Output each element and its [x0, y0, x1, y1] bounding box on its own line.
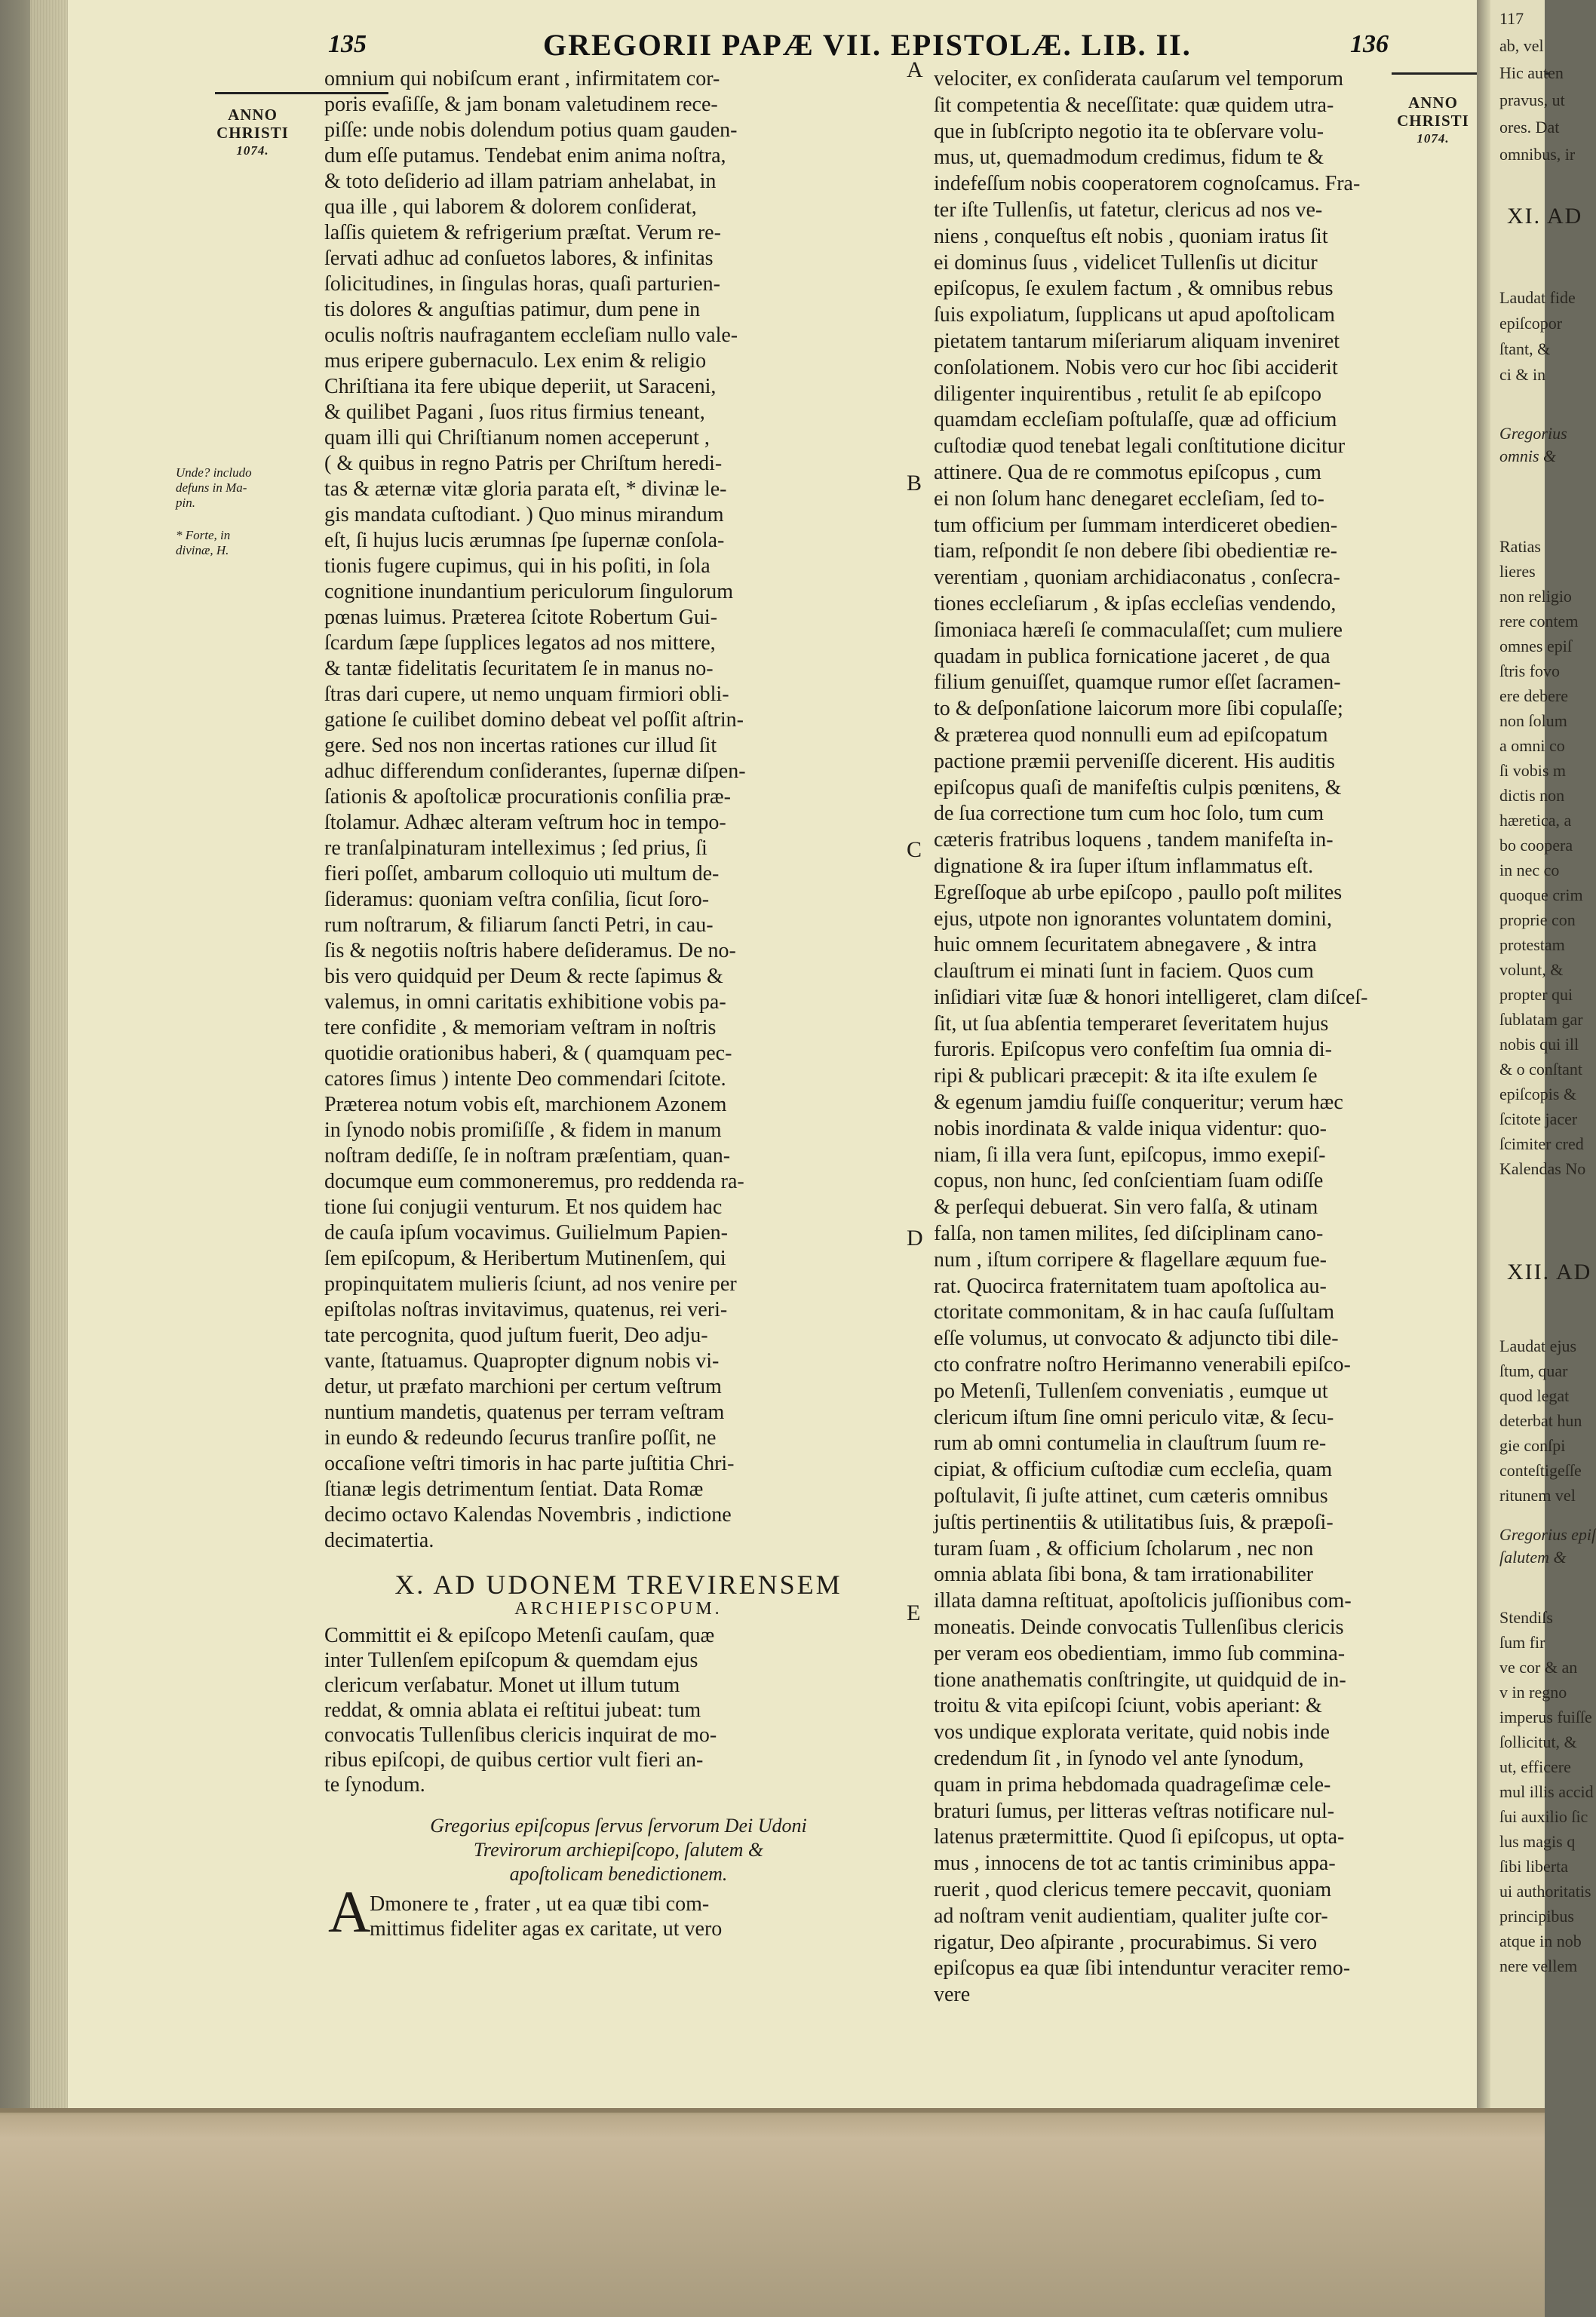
text-line: omnium qui nobiſcum erant , infirmitatem cor-: [324, 67, 720, 91]
salutation-line: Gregorius epiſcopus ſervus ſervorum Dei Udoni: [430, 1815, 807, 1837]
text-line: num , iſtum corripere & flagellare æquum fue-: [934, 1247, 1327, 1272]
text-line: tate percognita, quod juſtum fuerit, Deo adju-: [324, 1324, 708, 1347]
next-page-line: ſtum, quar: [1499, 1361, 1568, 1380]
text-line: ſtianæ legis detrimentum ſentiat. Data Romæ: [324, 1478, 704, 1501]
text-line: catores ſimus ) intente Deo commendari ſcitote.: [324, 1067, 726, 1091]
text-line: & quilibet Pagani , ſuos ritus firmius teneant,: [324, 400, 705, 424]
text-line: ſationis & apoſtolicæ procurationis conſilia præ-: [324, 785, 731, 809]
text-line: & præterea quod nonnulli eum ad epiſcopatum: [934, 723, 1328, 747]
letter-salutation: [324, 1814, 913, 1886]
next-page-line: ſum fir: [1499, 1633, 1545, 1652]
next-page-line: ui authoritatis: [1499, 1882, 1591, 1901]
text-line: mus , innocens de tot ac tantis criminibus appa-: [934, 1852, 1336, 1876]
text-line: cuſtodiæ quod tenebat legali conſtitutione dicitur: [934, 434, 1346, 459]
text-line: ſis & negotiis noſtris habere deſideramus. De no-: [324, 939, 736, 962]
text-line: tere confidite , & memoriam veſtram in noſtris: [324, 1016, 717, 1039]
text-line: piſſe: unde nobis dolendum potius quam gauden-: [324, 118, 738, 142]
summary-line: Committit ei & epiſcopo Metenſi cauſam, quæ: [324, 1624, 715, 1647]
text-line: Egreſſoque ab urbe epiſcopo , paullo poſt milites: [934, 880, 1343, 904]
text-line: Præterea notum vobis eſt, marchionem Azonem: [324, 1093, 727, 1116]
next-page-line: non religio: [1499, 587, 1572, 606]
text-line: ruerit , quod clericus temere peccavit, quoniam: [934, 1877, 1332, 1901]
text-line: cto confratre noſtro Herimanno venerabili epiſco-: [934, 1353, 1351, 1377]
text-line: decimatertia.: [324, 1529, 434, 1552]
text-line: eſt, ſi hujus lucis ærumnas ſpe ſupernæ conſola-: [324, 529, 725, 552]
text-line: ( & quibus in regno Patris per Chriſtum heredi-: [324, 452, 723, 475]
text-line: epiſcopus ea quæ ſibi intenduntur veraciter remo-: [934, 1956, 1351, 1981]
next-page-line: bo coopera: [1499, 836, 1573, 855]
salutation-line: Trevirorum archiepiſcopo, ſalutem &: [473, 1839, 764, 1861]
text-line: verentiam , quoniam archidiaconatus , conſecra-: [934, 566, 1340, 590]
next-page-line: epiſcopis &: [1499, 1085, 1577, 1103]
next-page-line: protestam: [1499, 935, 1565, 954]
text-line: ſimoniaca hæreſi ſe commaculaſſet; cum muliere: [934, 618, 1343, 642]
text-line: nuntium mandetis, quatenus per terram veſtram: [324, 1401, 725, 1424]
text-line: ſit competentia & neceſſitate: quæ quidem utra-: [934, 93, 1334, 117]
next-page-line: v in regno: [1499, 1683, 1567, 1702]
text-line: ad noſtram venit audientiam, qualiter juſte cor-: [934, 1904, 1328, 1928]
text-line: attinere. Qua de re commotus epiſcopus , cum: [934, 460, 1321, 484]
next-page-line: 117: [1499, 9, 1524, 28]
text-line: latenus prætermittite. Quod ſi epiſcopus, ut opta-: [934, 1825, 1345, 1849]
text-line: pœnas luimus. Præterea ſcitote Robertum Gui-: [324, 606, 718, 629]
next-page-line: ſcitote jacer: [1499, 1109, 1578, 1128]
next-page-line: epiſcopor: [1499, 314, 1563, 333]
text-line: valemus, in omni caritatis exhibitione vobis pa-: [324, 990, 726, 1014]
text-line: in ſynodo nobis promiſiſſe , & fidem in manum: [324, 1119, 722, 1142]
text-line: ei non ſolum hanc denegaret eccleſiam, ſed to-: [934, 486, 1324, 511]
text-line: ſit, ut ſua abſentia temperaret ſeveritatem hujus: [934, 1011, 1329, 1036]
text-line: tis dolores & anguſtias patimur, dum pene in: [324, 298, 701, 321]
next-page-line: in nec co: [1499, 861, 1560, 879]
text-line: niam, ſi illa vera ſunt, epiſcopus, immo exepiſ-: [934, 1143, 1326, 1167]
next-page-line: dictis non: [1499, 786, 1565, 805]
text-line: decimo octavo Kalendas Novembris , indictione: [324, 1503, 732, 1527]
text-line: pietatem tantarum miſeriarum aliquam inveniret: [934, 329, 1340, 353]
summary-line: clericum verſabatur. Monet ut illum tutum: [324, 1674, 680, 1697]
page-stack-edge: [30, 0, 72, 2112]
next-page-line: hæretica, a: [1499, 811, 1572, 830]
text-line: que in ſubſcripto negotio ita te obſervare volu-: [934, 119, 1324, 143]
text-line: braturi ſumus, per litteras veſtras notificare nul-: [934, 1799, 1335, 1823]
next-page-fragment: [1477, 0, 1596, 2108]
next-page-line: Hic auten: [1499, 63, 1564, 82]
text-line: clericum iſtum ſine omni periculo vitæ, & ſecu-: [934, 1405, 1334, 1429]
left-column-text: [324, 66, 913, 1554]
section-letter-a: A: [907, 57, 923, 82]
next-page-line: ritunem vel: [1499, 1486, 1576, 1505]
text-line: re tranſalpinaturam intelleximus ; ſed prius, ſi: [324, 836, 707, 860]
text-line: furoris. Epiſcopus vero confeſtim ſua omnia di-: [934, 1038, 1332, 1062]
letter-summary: [324, 1623, 913, 1797]
text-line: clauſtrum ei minati ſunt in faciem. Quos cum: [934, 959, 1314, 984]
text-line: ſtolamur. Adhæc alteram veſtrum hoc in tempo-: [324, 811, 726, 834]
next-page-line: Ratias: [1499, 537, 1541, 556]
text-line: rat. Quocirca fraternitatem tuam apoſtolica au-: [934, 1274, 1327, 1298]
next-page-heading: XI. AD: [1507, 204, 1583, 229]
next-page-line: & o conſtant: [1499, 1060, 1582, 1079]
next-page-line: ſublatam gar: [1499, 1010, 1583, 1029]
text-line: tionis fugere cupimus, qui in his poſiti, in ſola: [324, 554, 711, 578]
text-line: Chriſtiana ita fere ubique deperiit, ut Saraceni,: [324, 375, 717, 398]
text-line: detur, ut præfato marchioni per certum veſtrum: [324, 1375, 722, 1398]
next-page-line: Stendiſs: [1499, 1608, 1553, 1627]
next-page-line: principibus: [1499, 1907, 1574, 1926]
next-page-line: ve cor & an: [1499, 1658, 1578, 1677]
text-line: bis vero quidquid per Deum & recte ſapimus &: [324, 965, 723, 988]
text-line: falſa, non tamen milites, ſed diſciplinam cano-: [934, 1222, 1324, 1246]
text-line: ſtras dari cupere, ut nemo unquam firmiori obli-: [324, 683, 729, 706]
text-line: vere: [934, 1983, 971, 2007]
next-page-line: nere vellem: [1499, 1956, 1578, 1975]
next-page-line: quoque crim: [1499, 885, 1583, 904]
text-line: per veram eos obedientiam, immo ſub commina-: [934, 1641, 1346, 1665]
text-line: pactione præmii perveniſſe dicerent. His auditis: [934, 749, 1335, 773]
next-page-line: a omni co: [1499, 736, 1565, 755]
text-line: eſſe volumus, ut convocato & adjuncto tibi dile-: [934, 1327, 1339, 1351]
text-line: qua ille , qui laborem & dolorem conſiderat,: [324, 195, 697, 219]
text-line: rigatur, Deo aſpirante , procurabimus. Si vero: [934, 1930, 1318, 1954]
text-line: documque eum commoneremus, pro reddenda ra-: [324, 1170, 744, 1193]
text-line: velociter, ex conſiderata cauſarum vel temporum: [934, 67, 1344, 91]
text-line: laſſis quietem & refrigerium præſtat. Verum re-: [324, 221, 721, 244]
page-number-right: 136: [1350, 30, 1389, 58]
next-page-line: Gregorius: [1499, 424, 1567, 443]
next-page-line: ſcimiter cred: [1499, 1134, 1584, 1153]
text-line: ſervati adhuc ad conſuetos labores, & infinitas: [324, 247, 714, 270]
text-line: cæteris fratribus loquens , tandem manifeſta in-: [934, 828, 1334, 852]
text-line: copus, non hunc, ſed conſcientiam ſuam odiſſe: [934, 1169, 1324, 1193]
next-page-line: ſtris fovo: [1499, 661, 1561, 680]
next-page-line: propter qui: [1499, 985, 1573, 1004]
running-title: GREGORII PAPÆ VII. EPISTOLÆ. LIB. II.: [543, 28, 1192, 62]
text-line: to & deſponſatione laicorum more ſibi copulaſſe;: [934, 697, 1343, 721]
text-line: & egenum jamdiu fuiſſe conqueritur; verum hæc: [934, 1091, 1343, 1115]
next-page-line: ſollicitut, &: [1499, 1732, 1577, 1751]
letter-subheading: ARCHIEPISCOPUM.: [514, 1599, 723, 1619]
text-line: poris evaſiſſe, & jam bonam valetudinem rece-: [324, 93, 718, 116]
text-line: mittimus fideliter agas ex caritate, ut vero: [370, 1917, 723, 1941]
summary-line: ribus epiſcopi, de quibus certior vult fieri an-: [324, 1748, 704, 1772]
next-page-line: ab, vel: [1499, 36, 1544, 55]
next-page-line: omnis &: [1499, 447, 1557, 465]
next-page-line: gie conſpi: [1499, 1436, 1566, 1455]
next-page-line: ſtant, &: [1499, 339, 1551, 358]
next-page-line: omnibus, ir: [1499, 145, 1576, 164]
text-line: dignatione & ira ſuper iſtum inflammatus eſt.: [934, 854, 1314, 878]
text-line: & tantæ fidelitatis ſecuritatem ſe in manus no-: [324, 657, 714, 680]
next-page-line: ci & in: [1499, 365, 1546, 384]
summary-line: convocatis Tullenſibus clericis inquirat de mo-: [324, 1723, 717, 1747]
text-line: ei dominus ſuus , videlicet Tullenſis ut dicitur: [934, 250, 1318, 275]
next-page-line: conteſtigeſſe: [1499, 1461, 1582, 1480]
next-page-line: ere debere: [1499, 686, 1568, 705]
text-line: quadam in publica fornicatione jaceret , de qua: [934, 644, 1331, 668]
text-line: po Metenſi, Tullenſem conveniatis , eumque ut: [934, 1379, 1328, 1403]
text-line: ctoritate commonitam, & in hac cauſa ſuſſultam: [934, 1300, 1335, 1324]
text-line: poſtulavit, ſi juſte attinet, cum cæteris omnibus: [934, 1484, 1328, 1508]
text-line: moneatis. Deinde convocatis Tullenſibus clericis: [934, 1616, 1344, 1640]
anno-christi-left: ANNO CHRISTI 1074.: [216, 106, 289, 158]
anno-christi-right: ANNO CHRISTI 1074.: [1397, 94, 1469, 146]
next-page-line: lieres: [1499, 562, 1536, 581]
text-line: vos undique explorata veritate, quid nobis inde: [934, 1720, 1330, 1745]
section-letter-d: D: [907, 1226, 923, 1251]
margin-note-1: Unde? includo defuns in Ma- pin.: [176, 465, 252, 510]
text-line: & toto deſiderio ad illam patriam anhelabat, in: [324, 170, 717, 193]
letter-heading: X. AD UDONEM TREVIRENSEM: [394, 1570, 843, 1600]
text-line: tiam, reſpondit ſe non debere ſibi obedientiæ re-: [934, 539, 1337, 563]
text-line: credendum ſit , in ſynodo vel ante ſynodum,: [934, 1747, 1304, 1770]
text-line: quam illi qui Chriſtianum nomen acceperunt ,: [324, 426, 710, 450]
drop-cap: A: [328, 1879, 371, 1944]
text-line: tione ſui conjugii venturum. Et nos quidem hac: [324, 1195, 723, 1219]
text-line: ſem epiſcopum, & Heribertum Mutinenſem, qui: [324, 1247, 726, 1270]
next-page-line: ut, efficere: [1499, 1757, 1571, 1776]
next-page-line: non ſolum: [1499, 711, 1567, 730]
text-line: indefeſſum nobis cooperatorem cognoſcamus. Fra-: [934, 172, 1361, 196]
text-line: dum eſſe putamus. Tendebat enim anima noſtra,: [324, 144, 726, 167]
text-line: ſolicitudines, in ſingulas horas, quaſi parturien-: [324, 272, 720, 296]
text-line: vante, ſtatuamus. Quapropter dignum nobis vi-: [324, 1349, 720, 1373]
summary-line: reddat, & omnia ablata ei reſtitui jubeat: tum: [324, 1699, 701, 1722]
text-line: inſidiari vitæ ſuæ & honori intelligeret, clam diſceſ-: [934, 985, 1368, 1009]
next-page-heading: XII. AD: [1507, 1260, 1592, 1284]
next-page-line: imperus fuiſſe: [1499, 1708, 1592, 1726]
text-line: tiones eccleſiarum , & ipſas eccleſias vendendo,: [934, 591, 1337, 615]
text-line: mus eripere gubernaculo. Lex enim & religio: [324, 349, 707, 373]
section-letter-c: C: [907, 837, 922, 862]
next-page-line: ores. Dat: [1499, 118, 1560, 137]
next-page-line: volunt, &: [1499, 960, 1564, 979]
text-line: cognitione inundantium periculorum ſingulorum: [324, 580, 734, 603]
section-letter-b: B: [907, 471, 922, 496]
text-line: ſcardum ſæpe ſupplices legatos ad nos mittere,: [324, 631, 716, 655]
text-line: conſolationem. Nobis vero cur hoc ſibi acciderit: [934, 355, 1338, 379]
next-page-line: Laudat ejus: [1499, 1336, 1577, 1355]
text-line: gatione ſe cuilibet domino debeat vel poſſit aſtrin-: [324, 708, 744, 732]
next-page-line: proprie con: [1499, 910, 1576, 929]
next-page-line: atque in nob: [1499, 1932, 1582, 1950]
text-line: ſuis expoliatum, ſupplicans ut apud apoſtolicam: [934, 303, 1335, 327]
text-line: juſtis pertinentiis & utilitatibus ſuis, & præpoſi-: [934, 1510, 1334, 1534]
section-letter-e: E: [907, 1600, 921, 1625]
text-line: niens , conqueſtus eſt nobis , quoniam iratus ſit: [934, 224, 1328, 248]
page-gutter-shadow: [1477, 0, 1490, 2108]
text-line: quamdam eccleſiam poſtulaſſe, quæ ad officium: [934, 408, 1337, 432]
salutation-line: apoſtolicam benedictionem.: [509, 1863, 728, 1885]
text-line: de cauſa ipſum vocavimus. Guilielmum Papien-: [324, 1221, 728, 1244]
text-line: ripi & publicari præcepit: & ita iſte exulem ſe: [934, 1064, 1318, 1088]
text-line: de ſua correctione tum cum hoc ſolo, tum cum: [934, 802, 1324, 826]
text-line: epiſcopus quaſi de manifeſtis culpis pœnitens, &: [934, 775, 1342, 799]
text-line: troitu & vita epiſcopi ſciunt, vobis aperiant: &: [934, 1694, 1322, 1718]
text-line: in eundo & redeundo ſecurus tranſire poſſit, ne: [324, 1426, 717, 1450]
text-line: quotidie orationibus haberi, & ( quamquam pec-: [324, 1042, 732, 1065]
next-page-line: pravus, ut: [1499, 91, 1565, 109]
summary-line: te ſynodum.: [324, 1773, 425, 1797]
next-page-line: rere contem: [1499, 612, 1579, 631]
text-line: ſideramus: quoniam veſtra conſilia, ſicut ſoro-: [324, 888, 710, 911]
text-line: huic omnem ſecuritatem abnegavere , & intra: [934, 933, 1317, 957]
text-line: oculis noſtris naufragantem eccleſiam nullo vale-: [324, 324, 738, 347]
text-line: Dmonere te , frater , ut ea quæ tibi com-: [370, 1892, 710, 1916]
text-line: tum officium per ſummam interdiceret obedien-: [934, 513, 1338, 537]
text-line: rum noſtrarum, & filiarum ſancti Petri, in cau-: [324, 913, 714, 937]
next-page-line: mul illis accid: [1499, 1782, 1594, 1801]
book-edge-bottom: [0, 2108, 1545, 2317]
next-page-line: Kalendas No: [1499, 1159, 1586, 1178]
next-page-line: ſalutem &: [1499, 1548, 1567, 1567]
text-line: occaſione veſtri timoris in hac parte juſtitia Chri-: [324, 1452, 735, 1475]
text-line: ejus, utpote non ignorantes voluntatem domini,: [934, 907, 1333, 931]
text-line: cipiat, & officium cuſtodiæ cum eccleſia, quam: [934, 1458, 1333, 1482]
text-line: gere. Sed nos non incertas rationes cur illud ſit: [324, 734, 717, 757]
text-line: illata damna reſtituat, apoſtolicis juſſionibus com-: [934, 1589, 1352, 1613]
next-page-line: Gregorius epiſ: [1499, 1525, 1596, 1544]
text-line: rum ab omni contumelia in clauſtrum ſuum re-: [934, 1432, 1327, 1456]
next-page-line: ſui auxilio ſic: [1499, 1807, 1588, 1826]
text-line: tione anathematis conſtringite, ut quidquid de in-: [934, 1668, 1346, 1692]
letter-opening: [370, 1892, 913, 1941]
next-page-line: omnes epiſ: [1499, 637, 1572, 655]
margin-note-2: * Forte, in divinæ, H.: [176, 528, 231, 557]
next-page-line: ſibi liberta: [1499, 1857, 1569, 1876]
text-line: fieri poſſet, ambarum colloquio uti multum de-: [324, 862, 720, 885]
text-line: diligenter inquirentibus , retulit ſe ab epiſcopo: [934, 382, 1321, 406]
right-column-text: [934, 66, 1454, 2009]
text-line: nobis inordinata & valde iniqua videntur: quo-: [934, 1116, 1327, 1140]
book-page: [68, 0, 1478, 2108]
next-page-line: Laudat fide: [1499, 288, 1576, 307]
text-line: omnia ablata ſibi bona, & tam irrationabiliter: [934, 1563, 1314, 1587]
text-line: adhuc differendum conſiderantes, ſupernæ diſpen-: [324, 760, 746, 783]
next-page-line: ſi vobis m: [1499, 761, 1567, 780]
text-line: epiſtolas noſtras invitavimus, quatenus, rei veri-: [324, 1298, 728, 1321]
text-line: & perſequi debuerat. Sin vero falſa, & utinam: [934, 1195, 1318, 1220]
text-line: gis mandata cuſtodiant. ) Quo minus mirandum: [324, 503, 724, 526]
next-page-line: nobis qui ill: [1499, 1035, 1579, 1054]
next-page-line: deterbat hun: [1499, 1411, 1582, 1430]
text-line: quam in prima hebdomada quadrageſimæ cele-: [934, 1772, 1331, 1797]
text-line: ter iſte Tullenſis, ut fatetur, clericus ad nos ve-: [934, 198, 1323, 222]
next-page-line: lus magis q: [1499, 1832, 1576, 1851]
text-line: tas & æternæ vitæ gloria parata eſt, * divinæ le-: [324, 477, 727, 501]
text-line: turam ſuam , & officium ſcholarum , nec non: [934, 1536, 1314, 1561]
page-number-left: 135: [328, 30, 367, 58]
text-line: filium genuiſſet, quamque rumor eſſet ſacramen-: [934, 671, 1341, 695]
text-line: epiſcopus, ſe exulem factum , & omnibus rebus: [934, 277, 1334, 301]
summary-line: inter Tullenſem epiſcopum & quemdam ejus: [324, 1649, 698, 1672]
text-line: mus, ut, quemadmodum credimus, fidum te &: [934, 146, 1324, 170]
text-line: propinquitatem mulieris ſciunt, ad nos venire per: [324, 1272, 737, 1296]
text-line: noſtram dediſſe, ſe in noſtram præſentiam, quan-: [324, 1144, 731, 1168]
next-page-line: quod legat: [1499, 1386, 1570, 1405]
